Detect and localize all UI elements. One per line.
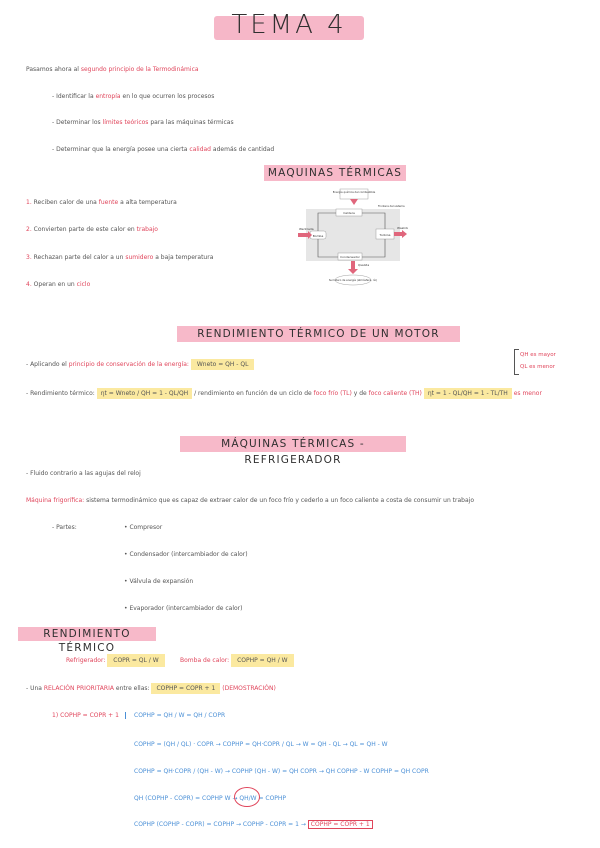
- b2b: límites teóricos: [102, 119, 149, 126]
- page-title: TEMA 4: [231, 10, 347, 40]
- item-num: 3.: [26, 254, 32, 261]
- item-term: ciclo: [76, 281, 91, 288]
- intro-term: segundo principio de la Termodinámica: [80, 66, 199, 73]
- r1b: principio de conservación de la energía:: [68, 361, 189, 368]
- proof-claim: 1) COPHP = COPR + 1: [52, 712, 126, 719]
- fuel-box-label: Energía química del combustible: [332, 191, 376, 194]
- proof-step-5: [134, 821, 373, 828]
- carnot-formula: ηt = 1 - QL/QH = 1 - TL/TH: [424, 388, 512, 399]
- r2c: / rendimiento en función de un ciclo de: [194, 390, 312, 397]
- intro-bullet-2: [52, 119, 234, 126]
- item-2: [26, 226, 158, 233]
- boiler-label: Caldera: [343, 211, 355, 215]
- item-num: 2.: [26, 226, 32, 233]
- b1c: en lo que ocurren los procesos: [122, 93, 215, 100]
- proof-result: COPHP = COPR + 1: [308, 820, 373, 829]
- item-4: [26, 281, 90, 288]
- b2c: para las máquinas térmicas: [150, 119, 234, 126]
- turbine-label: Turbina: [379, 233, 391, 237]
- parts-label: - Partes:: [52, 524, 77, 531]
- rel-d: COPHP = COPR + 1: [151, 683, 220, 694]
- item-num: 1.: [26, 199, 32, 206]
- side-note-1: QH es mayor: [520, 352, 556, 358]
- b3a: - Determinar que la energía posee una cierta: [52, 146, 188, 153]
- sink-label: Sumidero de energía (atmósfera, río): [328, 279, 378, 282]
- part-2: • Condensador (intercambiador de calor): [124, 551, 248, 558]
- item-term: sumidero: [125, 254, 154, 261]
- hp-label: Bomba de calor:: [180, 657, 230, 664]
- intro-lead: Pasamos ahora al: [26, 66, 79, 73]
- wout-label: Wsalida: [397, 226, 408, 230]
- rel-c: entre ellas:: [115, 685, 150, 692]
- proof-step-5-text: COPHP (COPHP - COPR) = COPHP → COPHP - COPR = 1 →: [134, 821, 306, 828]
- b2a: - Determinar los: [52, 119, 101, 126]
- section-title-rendimiento: RENDIMIENTO TÉRMICO: [18, 627, 156, 641]
- cop-refrigerator: [66, 657, 165, 664]
- intro-line: [26, 66, 199, 73]
- item-term: fuente: [98, 199, 119, 206]
- r2h: es menor: [513, 390, 542, 397]
- intro-bullet-1: [52, 93, 214, 100]
- condenser-label: Condensador: [340, 255, 360, 259]
- rel-e: (DEMOSTRACIÓN): [222, 685, 276, 692]
- ref-label: Refrigerador:: [66, 657, 106, 664]
- item-term: trabajo: [136, 226, 158, 233]
- section-title-refrigerador: MÁQUINAS TÉRMICAS - REFRIGERADOR: [180, 436, 406, 452]
- item-text: a baja temperatura: [155, 254, 214, 261]
- b3b: calidad: [189, 146, 211, 153]
- r2e: y de: [353, 390, 367, 397]
- intro-bullet-3: [52, 146, 274, 153]
- qout-arrow: [348, 261, 358, 274]
- proof-step-2: COPHP = (QH / QL) · COPR → COPHP = QH·COPR / QL → W = QH - QL → QL = QH - W: [134, 741, 388, 748]
- side-note-2: QL es menor: [520, 364, 555, 370]
- ref-formula: COPR = QL / W: [107, 654, 164, 667]
- def-text: sistema termodinámico que es capaz de extraer calor de un foco frío y cederlo a un foco caliente a costa de consumir un trabajo: [86, 497, 474, 504]
- b1b: entropía: [95, 93, 121, 100]
- def-term: Máquina frigorífica:: [26, 497, 85, 504]
- r2f: foco caliente (TH): [368, 390, 422, 397]
- relation-line: [26, 685, 276, 692]
- proof-step-4: QH (COPHP - COPR) = COPHP W → QH/W = COPHP: [134, 795, 287, 802]
- cop-heat-pump: [180, 657, 294, 664]
- win-label: Wentrada: [299, 227, 314, 231]
- proof-start: [52, 712, 126, 719]
- rel-a: - Una: [26, 685, 42, 692]
- part-3: • Válvula de expansión: [124, 578, 194, 585]
- efficiency-line: [26, 390, 542, 397]
- b3c: además de cantidad: [212, 146, 275, 153]
- section-title-rendimiento-motor: RENDIMIENTO TÉRMICO DE UN MOTOR: [177, 326, 460, 342]
- proof-step-1: COPHP = QH / W = QH / COPR: [134, 712, 226, 719]
- b1a: - Identificar la: [52, 93, 94, 100]
- item-text: Convierten parte de este calor en: [33, 226, 135, 233]
- net-work-formula: Wneto = QH - QL: [191, 359, 255, 370]
- r2a: - Rendimiento térmico:: [26, 390, 95, 397]
- part-1: • Compresor: [124, 524, 163, 531]
- section-title-maquinas: MAQUINAS TÉRMICAS: [264, 165, 406, 181]
- efficiency-formula: ηt = Wneto / QH = 1 - QL/QH: [97, 388, 192, 399]
- item-text: Operan en un: [33, 281, 75, 288]
- r2d: foco frío (TL): [313, 390, 352, 397]
- circled-term: [234, 787, 260, 807]
- item-num: 4.: [26, 281, 32, 288]
- fuel-arrow: [350, 199, 358, 205]
- heat-engine-diagram: [298, 187, 408, 287]
- item-1: [26, 199, 177, 206]
- item-text: Rechazan parte del calor a un: [33, 254, 124, 261]
- part-4: • Evaporador (intercambiador de calor): [124, 605, 243, 612]
- definition-line: [26, 497, 474, 504]
- limit-label: Frontera del sistema: [378, 205, 405, 208]
- pump-label: Bomba: [312, 234, 324, 238]
- rel-b: RELACIÓN PRIORITARIA: [43, 685, 114, 692]
- item-3: [26, 254, 213, 261]
- qout-label: Qsalida: [358, 263, 370, 267]
- hp-formula: COPHP = QH / W: [231, 654, 294, 667]
- energy-line: [26, 361, 254, 368]
- heat-engine-svg: [298, 187, 408, 287]
- side-brace: [514, 349, 519, 375]
- proof-step-3: COPHP = QH·COPR / (QH - W) → COPHP (QH - W) = QH COPR → QH COPHP - W COPHP = QH COPR: [134, 768, 429, 775]
- item-text: a alta temperatura: [120, 199, 177, 206]
- r1a: - Aplicando el: [26, 361, 67, 368]
- flow-line: - Fluido contrario a las agujas del reloj: [26, 470, 141, 477]
- item-text: Reciben calor de una: [33, 199, 97, 206]
